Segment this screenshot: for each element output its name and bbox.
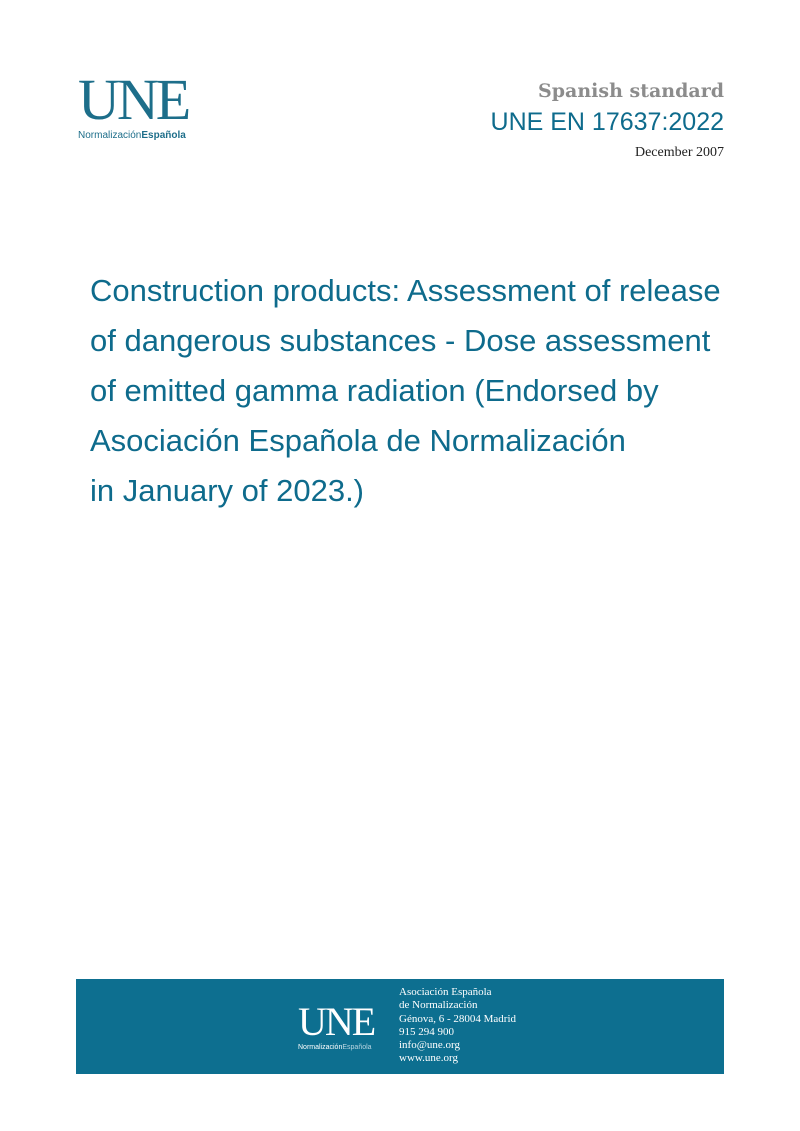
title-line: of emitted gamma radiation (Endorsed by (90, 373, 659, 408)
document-title (90, 266, 790, 516)
logo-subtitle-b: Española (141, 130, 186, 141)
footer-logo-subtitle-a: Normalización (298, 1044, 343, 1051)
footer-logo-subtitle-b: Española (342, 1044, 372, 1051)
footer-email: info@une.org (399, 1039, 460, 1052)
footer-org-name-1: Asociación Española (399, 986, 492, 998)
footer-phone: 915 294 900 (399, 1025, 454, 1038)
une-logo (78, 67, 198, 142)
title-line: in January of 2023.) (90, 473, 365, 508)
footer-logo (298, 999, 388, 1052)
logo-subtitle (78, 130, 198, 142)
standard-kind: Spanish standard (538, 80, 724, 102)
standard-header (491, 78, 724, 162)
logo-subtitle-a: Normalización (78, 130, 142, 141)
title-line: of dangerous substances - Dose assessment (90, 323, 711, 358)
standard-date: December 2007 (634, 145, 724, 160)
footer-band (76, 979, 724, 1074)
footer-logo-mark: UNE (298, 999, 375, 1044)
footer-logo-subtitle (298, 1043, 388, 1052)
footer-org-name-2: de Normalización (399, 999, 478, 1012)
logo-mark: UNE (78, 67, 189, 132)
footer-address: Génova, 6 - 28004 Madrid (399, 1012, 517, 1025)
footer-contact-info (399, 986, 516, 1066)
title-line: Construction products: Assessment of release (90, 273, 721, 308)
standard-code: UNE EN 17637:2022 (490, 108, 724, 136)
footer-website: www.une.org (399, 1052, 458, 1065)
title-line: Asociación Española de Normalización (90, 423, 626, 458)
